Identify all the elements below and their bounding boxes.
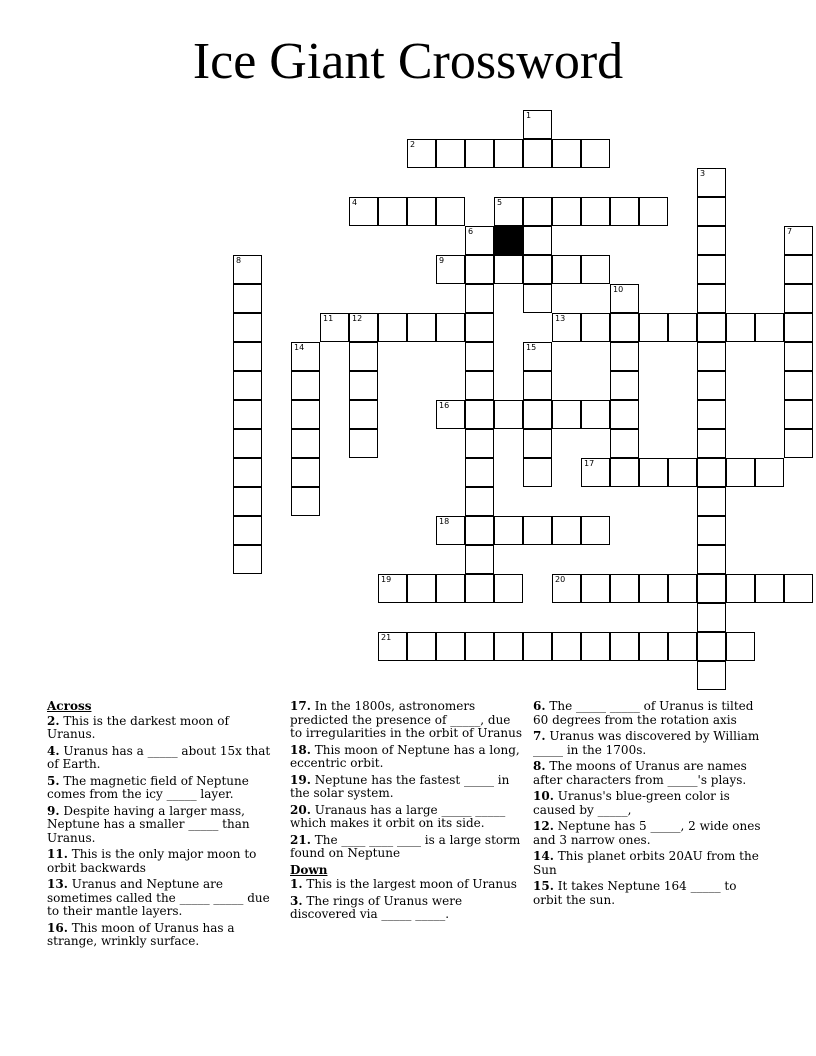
- grid-cell[interactable]: [465, 139, 494, 168]
- clue-text: This is the darkest moon of Uranus.: [47, 713, 229, 741]
- grid-cell[interactable]: [523, 255, 552, 284]
- grid-cell[interactable]: [726, 313, 755, 342]
- grid-cell[interactable]: [552, 313, 581, 342]
- grid-cell[interactable]: [407, 139, 436, 168]
- grid-cell[interactable]: [726, 574, 755, 603]
- grid-cell[interactable]: [697, 516, 726, 545]
- clue-text: The magnetic field of Neptune comes from the icy _____ layer.: [47, 773, 249, 801]
- clue-item: [47, 745, 277, 772]
- grid-cell[interactable]: [233, 342, 262, 371]
- clue-text: Uranus's blue-green color is caused by _____,: [533, 789, 730, 817]
- grid-cell[interactable]: [407, 313, 436, 342]
- grid-cell[interactable]: [610, 458, 639, 487]
- clue-number: 20.: [290, 802, 311, 817]
- grid-cell[interactable]: [784, 371, 813, 400]
- grid-cell[interactable]: [755, 313, 784, 342]
- grid-cell[interactable]: [523, 516, 552, 545]
- grid-cell[interactable]: [639, 313, 668, 342]
- grid-cell[interactable]: [639, 458, 668, 487]
- clue-number-label: 21: [381, 633, 392, 642]
- grid-cell[interactable]: [233, 371, 262, 400]
- grid-cell[interactable]: [233, 545, 262, 574]
- grid-cell[interactable]: [610, 429, 639, 458]
- grid-cell[interactable]: [291, 400, 320, 429]
- clue-number-label: 10: [613, 285, 624, 294]
- grid-cell[interactable]: [291, 371, 320, 400]
- clue-item: [290, 700, 525, 741]
- grid-cell[interactable]: [726, 458, 755, 487]
- clue-number-label: 4: [352, 198, 358, 207]
- grid-cell[interactable]: [494, 139, 523, 168]
- grid-cell[interactable]: [784, 255, 813, 284]
- clue-text: Neptune has the fastest _____ in the solar system.: [290, 772, 510, 800]
- grid-cell[interactable]: [436, 632, 465, 661]
- clue-number: 16.: [47, 920, 68, 935]
- grid-cell[interactable]: [465, 400, 494, 429]
- grid-cell[interactable]: [320, 313, 349, 342]
- grid-cell[interactable]: [610, 342, 639, 371]
- grid-cell[interactable]: [552, 139, 581, 168]
- clue-number-label: 14: [294, 343, 305, 352]
- grid-cell[interactable]: [581, 400, 610, 429]
- grid-cell[interactable]: [784, 226, 813, 255]
- grid-cell[interactable]: [465, 313, 494, 342]
- clue-number-label: 15: [526, 343, 537, 352]
- clue-number: 10.: [533, 789, 554, 803]
- grid-cell[interactable]: [697, 197, 726, 226]
- grid-cell[interactable]: [465, 574, 494, 603]
- grid-cell[interactable]: [291, 429, 320, 458]
- grid-cell[interactable]: [610, 632, 639, 661]
- clue-column-3: [533, 700, 763, 910]
- grid-cell[interactable]: [407, 574, 436, 603]
- clue-text: This is the only major moon to orbit backwards: [47, 847, 257, 875]
- grid-cell[interactable]: [755, 458, 784, 487]
- clue-item: [47, 878, 277, 919]
- clue-text: Uranus was discovered by William _____ in the 1700s.: [533, 729, 760, 757]
- grid-cell[interactable]: [378, 197, 407, 226]
- clue-item: [47, 848, 277, 875]
- clue-number: 1.: [290, 877, 303, 891]
- grid-cell[interactable]: [697, 487, 726, 516]
- grid-cell[interactable]: [233, 313, 262, 342]
- clue-number: 12.: [533, 819, 554, 833]
- clue-number: 7.: [533, 729, 546, 743]
- grid-cell[interactable]: [291, 342, 320, 371]
- grid-cell[interactable]: [378, 574, 407, 603]
- clue-item: [533, 820, 763, 847]
- grid-cell[interactable]: [349, 197, 378, 226]
- clue-text: Uranus has a _____ about 15x that of Earth.: [47, 743, 271, 771]
- clue-item: [290, 895, 525, 922]
- grid-cell[interactable]: [523, 400, 552, 429]
- grid-cell[interactable]: [668, 632, 697, 661]
- clue-text: Uranus and Neptune are sometimes called the _____ _____ due to their mantle layers.: [47, 877, 270, 918]
- grid-cell[interactable]: [784, 429, 813, 458]
- clue-text: In the 1800s, astronomers predicted the presence of _____, due to irregularities in the orbit of Uranus: [290, 699, 523, 740]
- clue-item: [290, 878, 525, 892]
- grid-cell[interactable]: [523, 197, 552, 226]
- clue-number-label: 8: [236, 256, 242, 265]
- grid-cell[interactable]: [465, 342, 494, 371]
- grid-cell[interactable]: [465, 371, 494, 400]
- clue-number: 11.: [47, 847, 68, 861]
- clue-number-label: 12: [352, 314, 363, 323]
- grid-cell[interactable]: [436, 516, 465, 545]
- grid-cell[interactable]: [291, 458, 320, 487]
- page-title: Ice Giant Crossword: [192, 33, 624, 90]
- clue-number-label: 6: [468, 227, 474, 236]
- clue-text: This moon of Uranus has a strange, wrinkly surface.: [47, 920, 235, 948]
- clue-item: [533, 730, 763, 757]
- clue-number: 19.: [290, 772, 311, 787]
- grid-cell[interactable]: [378, 313, 407, 342]
- grid-cell[interactable]: [581, 197, 610, 226]
- clue-text: The rings of Uranus were discovered via _____ _____.: [290, 893, 463, 921]
- grid-cell[interactable]: [523, 110, 552, 139]
- clue-item: [47, 805, 277, 846]
- clue-text: This planet orbits 20AU from the Sun: [533, 849, 759, 877]
- grid-cell[interactable]: [233, 516, 262, 545]
- grid-cell[interactable]: [639, 632, 668, 661]
- grid-cell[interactable]: [523, 632, 552, 661]
- grid-cell[interactable]: [784, 342, 813, 371]
- clue-number-label: 5: [497, 198, 503, 207]
- grid-cell[interactable]: [233, 284, 262, 313]
- clue-number: 4.: [47, 743, 60, 758]
- grid-cell[interactable]: [697, 255, 726, 284]
- clue-text: This is the largest moon of Uranus: [306, 877, 517, 891]
- grid-cell[interactable]: [233, 458, 262, 487]
- grid-cell[interactable]: [581, 313, 610, 342]
- grid-cell[interactable]: [784, 400, 813, 429]
- clue-number-label: 1: [526, 111, 532, 120]
- grid-cell[interactable]: [233, 400, 262, 429]
- clue-text: This moon of Neptune has a long, eccentric orbit.: [290, 742, 520, 770]
- grid-cell[interactable]: [349, 400, 378, 429]
- grid-cell[interactable]: [697, 545, 726, 574]
- grid-cell[interactable]: [697, 284, 726, 313]
- grid-cell[interactable]: [523, 139, 552, 168]
- grid-cell[interactable]: [668, 458, 697, 487]
- grid-cell[interactable]: [523, 226, 552, 255]
- grid-cell[interactable]: [436, 255, 465, 284]
- clue-item: [533, 760, 763, 787]
- clue-text: The ____ ____ ____ is a large storm found on Neptune: [290, 832, 521, 860]
- clue-column-1: [47, 700, 277, 952]
- clue-number: 9.: [47, 803, 60, 818]
- grid-cell[interactable]: [610, 197, 639, 226]
- grid-cell[interactable]: [697, 226, 726, 255]
- grid-cell[interactable]: [233, 255, 262, 284]
- clue-number-label: 18: [439, 517, 450, 526]
- grid-cell[interactable]: [465, 545, 494, 574]
- grid-cell[interactable]: [668, 313, 697, 342]
- grid-cell[interactable]: [552, 255, 581, 284]
- clue-text: The moons of Uranus are names after characters from _____'s plays.: [533, 759, 747, 787]
- grid-cell[interactable]: [668, 574, 697, 603]
- clue-number-label: 3: [700, 169, 706, 178]
- clue-number-label: 16: [439, 401, 450, 410]
- grid-cell[interactable]: [523, 284, 552, 313]
- clue-number: 3.: [290, 893, 303, 908]
- clue-number-label: 2: [410, 140, 416, 149]
- grid-cell[interactable]: [233, 487, 262, 516]
- grid-cell[interactable]: [581, 255, 610, 284]
- grid-cell[interactable]: [552, 516, 581, 545]
- grid-cell[interactable]: [494, 516, 523, 545]
- clue-number: 17.: [290, 699, 311, 713]
- clue-number-label: 11: [323, 314, 334, 323]
- grid-cell[interactable]: [523, 429, 552, 458]
- clue-column-2: [290, 700, 525, 925]
- grid-cell[interactable]: [755, 574, 784, 603]
- clue-text: It takes Neptune 164 _____ to orbit the sun.: [533, 879, 737, 907]
- grid-cell[interactable]: [233, 429, 262, 458]
- clue-item: [533, 790, 763, 817]
- grid-cell[interactable]: [552, 197, 581, 226]
- grid-cell[interactable]: [610, 574, 639, 603]
- grid-cell[interactable]: [494, 197, 523, 226]
- grid-cell[interactable]: [378, 632, 407, 661]
- grid-cell[interactable]: [581, 632, 610, 661]
- grid-cell[interactable]: [465, 487, 494, 516]
- clue-text: Neptune has 5 _____, 2 wide ones and 3 narrow ones.: [533, 819, 761, 847]
- grid-cell[interactable]: [523, 371, 552, 400]
- grid-cell[interactable]: [581, 139, 610, 168]
- clue-number: 15.: [533, 879, 554, 893]
- clue-item: [47, 775, 277, 802]
- clue-text: The _____ _____ of Uranus is tilted 60 degrees from the rotation axis: [533, 699, 754, 727]
- grid-cell[interactable]: [349, 429, 378, 458]
- grid-cell[interactable]: [610, 400, 639, 429]
- clue-item: [290, 744, 525, 771]
- grid-cell[interactable]: [697, 574, 726, 603]
- clue-item: [290, 834, 525, 861]
- clue-number: 6.: [533, 699, 546, 713]
- grid-cell[interactable]: [552, 574, 581, 603]
- grid-cell[interactable]: [436, 574, 465, 603]
- grid-cell[interactable]: [552, 632, 581, 661]
- grid-cell[interactable]: [465, 458, 494, 487]
- clue-number: 14.: [533, 849, 554, 863]
- clue-item: [533, 700, 763, 727]
- grid-cell[interactable]: [697, 661, 726, 690]
- grid-cell[interactable]: [494, 400, 523, 429]
- clue-number: 18.: [290, 742, 311, 757]
- clue-number: 2.: [47, 713, 60, 728]
- grid-cell[interactable]: [697, 632, 726, 661]
- grid-cell[interactable]: [436, 197, 465, 226]
- down-heading: Down: [290, 862, 328, 877]
- grid-cell[interactable]: [465, 632, 494, 661]
- clue-number-label: 9: [439, 256, 445, 265]
- grid-cell[interactable]: [610, 284, 639, 313]
- clue-text: Despite having a larger mass, Neptune has a smaller _____ than Uranus.: [47, 803, 250, 845]
- grid-cell[interactable]: [697, 168, 726, 197]
- grid-cell[interactable]: [697, 603, 726, 632]
- grid-cell[interactable]: [581, 516, 610, 545]
- grid-cell[interactable]: [784, 284, 813, 313]
- clue-number-label: 7: [787, 227, 793, 236]
- grid-cell[interactable]: [697, 400, 726, 429]
- grid-cell[interactable]: [465, 429, 494, 458]
- clue-item: [47, 715, 277, 742]
- clue-number: 13.: [47, 877, 68, 891]
- grid-cell[interactable]: [407, 632, 436, 661]
- grid-cell[interactable]: [349, 371, 378, 400]
- clue-text: Uranaus has a large _____ _____ which makes it orbit on its side.: [290, 802, 506, 830]
- across-heading: Across: [47, 699, 92, 713]
- grid-cell[interactable]: [697, 342, 726, 371]
- clue-number-label: 19: [381, 575, 392, 584]
- clue-item: [533, 880, 763, 907]
- grid-cell[interactable]: [494, 255, 523, 284]
- grid-cell[interactable]: [465, 226, 494, 255]
- grid-cell[interactable]: [349, 342, 378, 371]
- clue-number: 21.: [290, 832, 311, 847]
- grid-cell[interactable]: [610, 371, 639, 400]
- grid-cell[interactable]: [697, 313, 726, 342]
- grid-cell[interactable]: [610, 313, 639, 342]
- black-cell: [494, 226, 523, 255]
- grid-cell[interactable]: [581, 458, 610, 487]
- grid-cell[interactable]: [523, 342, 552, 371]
- grid-cell[interactable]: [726, 632, 755, 661]
- grid-cell[interactable]: [784, 313, 813, 342]
- clue-item: [290, 774, 525, 801]
- clue-number: 5.: [47, 773, 60, 788]
- grid-cell[interactable]: [697, 429, 726, 458]
- clue-number-label: 17: [584, 459, 595, 468]
- clue-number: 8.: [533, 759, 546, 773]
- grid-cell[interactable]: [494, 632, 523, 661]
- grid-cell[interactable]: [407, 197, 436, 226]
- clue-number-label: 20: [555, 575, 566, 584]
- grid-cell[interactable]: [465, 516, 494, 545]
- grid-cell[interactable]: [436, 139, 465, 168]
- grid-cell[interactable]: [639, 197, 668, 226]
- grid-cell[interactable]: [523, 458, 552, 487]
- grid-cell[interactable]: [494, 574, 523, 603]
- grid-cell[interactable]: [291, 487, 320, 516]
- grid-cell[interactable]: [581, 574, 610, 603]
- grid-cell[interactable]: [436, 313, 465, 342]
- clue-item: [533, 850, 763, 877]
- grid-cell[interactable]: [465, 284, 494, 313]
- clue-item: [290, 804, 525, 831]
- grid-cell[interactable]: [697, 458, 726, 487]
- clue-number-label: 13: [555, 314, 566, 323]
- grid-cell[interactable]: [349, 313, 378, 342]
- grid-cell[interactable]: [639, 574, 668, 603]
- grid-cell[interactable]: [436, 400, 465, 429]
- grid-cell[interactable]: [465, 255, 494, 284]
- grid-cell[interactable]: [697, 371, 726, 400]
- clue-item: [47, 922, 277, 949]
- grid-cell[interactable]: [784, 574, 813, 603]
- grid-cell[interactable]: [552, 400, 581, 429]
